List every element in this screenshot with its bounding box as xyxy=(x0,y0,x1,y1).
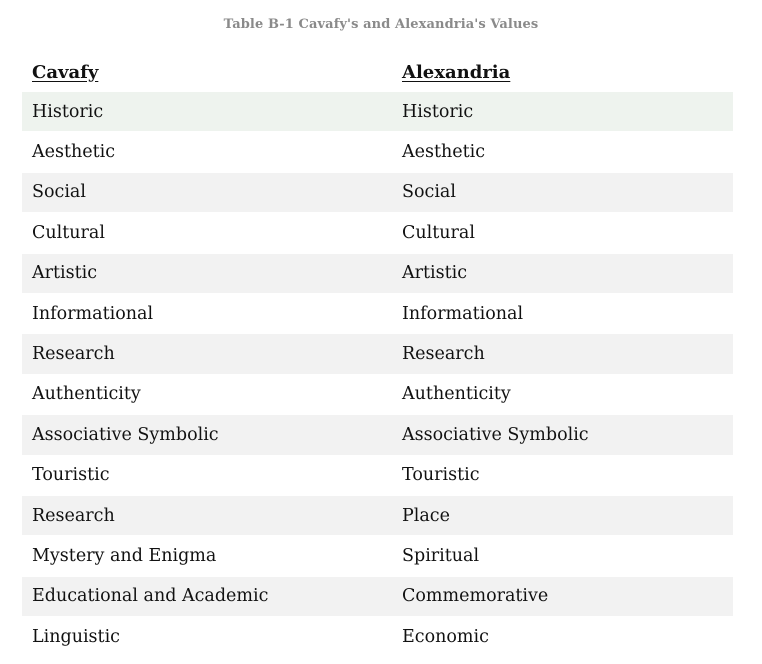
cell-alexandria: Aesthetic xyxy=(402,142,486,163)
cell-cavafy: Research xyxy=(32,344,115,365)
cell-cavafy: Social xyxy=(32,182,86,203)
cell-cavafy: Linguistic xyxy=(32,626,120,647)
cell-cavafy: Mystery and Enigma xyxy=(32,545,217,566)
cell-alexandria: Artistic xyxy=(402,263,468,284)
header-alexandria: Alexandria xyxy=(402,61,511,83)
header-cavafy: Cavafy xyxy=(32,61,99,83)
table-row xyxy=(22,415,733,455)
cell-alexandria: Research xyxy=(402,344,485,365)
table-caption: Table B-1 Cavafy's and Alexandria's Values xyxy=(223,17,539,32)
table-row xyxy=(22,577,733,617)
table-row xyxy=(22,254,733,294)
table-row xyxy=(22,375,733,415)
cell-alexandria: Associative Symbolic xyxy=(402,424,589,445)
table-row xyxy=(22,496,733,536)
values-table xyxy=(22,52,733,657)
table-row xyxy=(22,92,733,132)
cell-cavafy: Aesthetic xyxy=(32,142,116,163)
cell-cavafy: Historic xyxy=(32,101,104,122)
cell-alexandria: Social xyxy=(402,182,456,203)
cell-alexandria: Economic xyxy=(402,626,489,647)
cell-cavafy: Touristic xyxy=(32,465,110,486)
table-row xyxy=(22,456,733,496)
cell-alexandria: Commemorative xyxy=(402,586,549,607)
cell-alexandria: Place xyxy=(402,505,450,526)
cell-cavafy: Artistic xyxy=(32,263,98,284)
cell-cavafy: Research xyxy=(32,505,115,526)
cell-alexandria: Spiritual xyxy=(402,545,480,566)
cell-cavafy: Informational xyxy=(32,303,154,324)
table-row xyxy=(22,617,733,657)
table-row xyxy=(22,173,733,213)
table-row xyxy=(22,536,733,576)
cell-cavafy: Cultural xyxy=(32,222,105,243)
table-row xyxy=(22,132,733,172)
cell-cavafy: Authenticity xyxy=(32,384,141,405)
cell-alexandria: Historic xyxy=(402,101,474,122)
cell-alexandria: Authenticity xyxy=(402,384,511,405)
cell-alexandria: Cultural xyxy=(402,222,475,243)
table-header-row xyxy=(22,52,733,92)
cell-alexandria: Touristic xyxy=(402,465,480,486)
table-row xyxy=(22,213,733,253)
cell-cavafy: Educational and Academic xyxy=(32,586,269,607)
table-row xyxy=(22,334,733,374)
table-row xyxy=(22,294,733,334)
cell-cavafy: Associative Symbolic xyxy=(32,424,219,445)
cell-alexandria: Informational xyxy=(402,303,524,324)
